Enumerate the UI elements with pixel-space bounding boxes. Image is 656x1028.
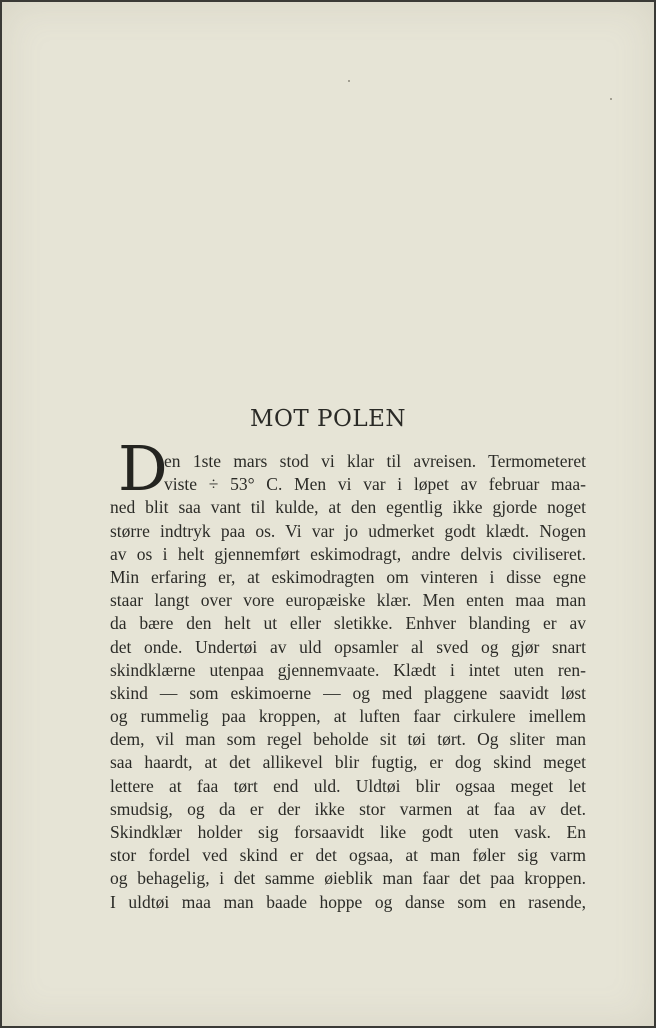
text-line: dem, vil man som regel beholde sit tøi tørt. Og sliter man bbox=[110, 729, 586, 750]
paper-speck bbox=[610, 98, 612, 100]
text-line: ned blit saa vant til kulde, at den egentlig ikke gjorde noget bbox=[110, 497, 586, 518]
text-line: skindklærne utenpaa gjennemvaate. Klædt i intet uten ren- bbox=[110, 659, 586, 680]
text-line: Min erfaring er, at eskimodragten om vinteren i disse egne bbox=[110, 566, 586, 587]
chapter-title: MOT POLEN bbox=[249, 406, 407, 432]
text-line: staar langt over vore europæiske klær. Men enten maa man bbox=[110, 590, 586, 611]
text-line: saa haardt, at det allikevel blir fugtig, er dog skind meget bbox=[110, 752, 586, 773]
text-line: stor fordel ved skind er det ogsaa, at man føler sig varm bbox=[110, 845, 586, 866]
text-line: Skindklær holder sig forsaavidt like godt uten vask. En bbox=[110, 822, 586, 842]
book-page bbox=[2, 2, 654, 1026]
text-line: I uldtøi maa man baade hoppe og danse som en rasende, bbox=[110, 891, 586, 912]
text-line: skind — som eskimoerne — og med plaggene saavidt løst bbox=[110, 682, 586, 703]
text-line: en 1ste mars stod vi klar til avreisen. Termometeret bbox=[164, 451, 586, 471]
text-line: smudsig, og da er der ikke stor varmen at faa av det. bbox=[110, 798, 586, 819]
text-line: det onde. Undertøi av uld opsamler al sved og gjør snart bbox=[110, 636, 586, 657]
text-line: lettere at faa tørt end uld. Uldtøi blir ogsaa meget let bbox=[110, 775, 586, 796]
body-paragraph bbox=[110, 450, 586, 914]
text-line: da bære den helt ut eller sletikke. Enhver blanding er av bbox=[110, 613, 586, 634]
text-line: og rummelig paa kroppen, at luften faar cirkulere imellem bbox=[110, 706, 586, 727]
text-line: og behagelig, i det samme øieblik man faar det paa kroppen. bbox=[110, 868, 586, 889]
text-line: av os i helt gjennemført eskimodragt, andre delvis civiliseret. bbox=[110, 543, 586, 564]
text-line: viste ÷ 53° C. Men vi var i løpet av februar maa- bbox=[164, 474, 586, 495]
paper-speck bbox=[348, 80, 350, 82]
drop-cap: D bbox=[118, 432, 168, 505]
text-line: større indtryk paa os. Vi var jo udmerket godt klædt. Nogen bbox=[110, 520, 586, 541]
